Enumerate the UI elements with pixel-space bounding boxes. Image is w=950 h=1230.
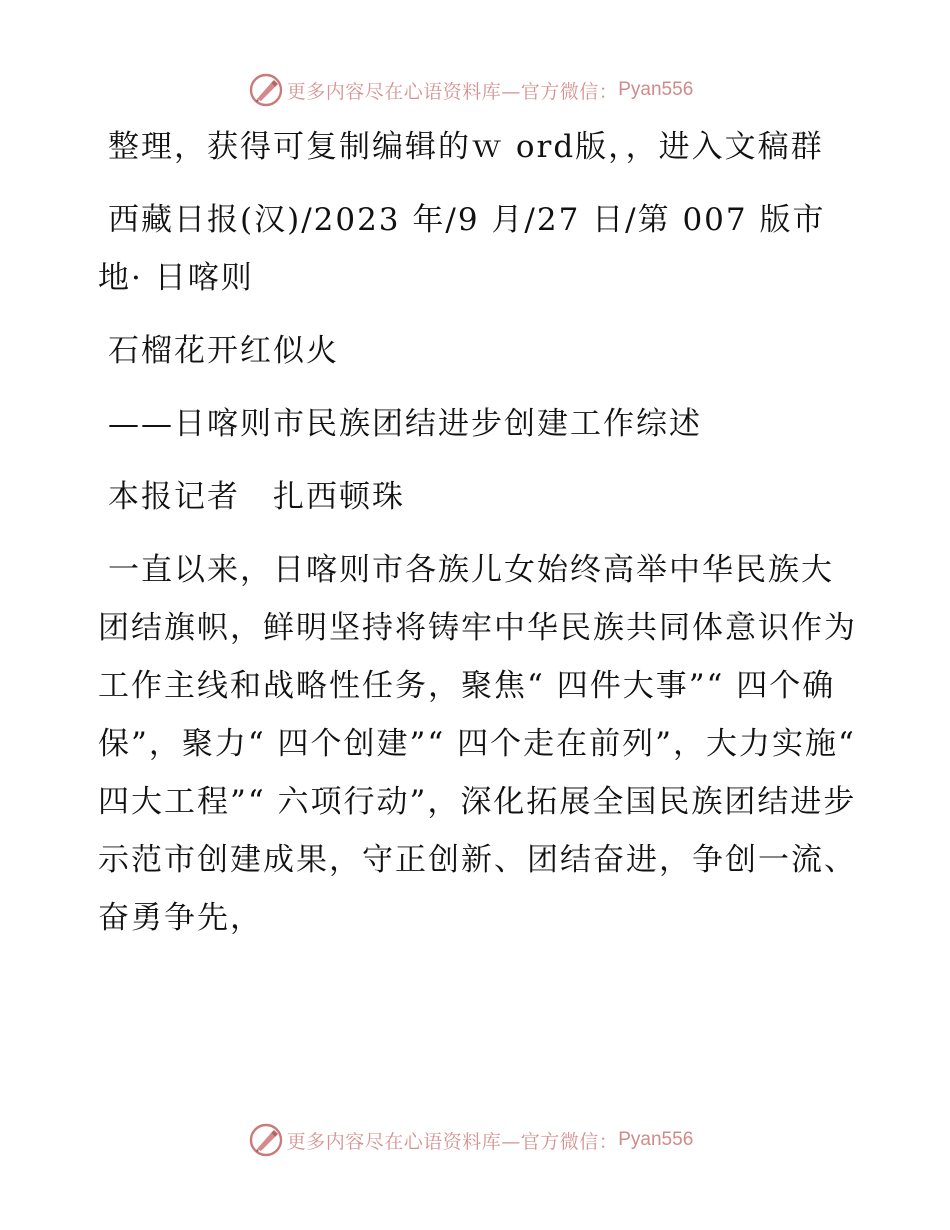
pen-logo-icon [249,73,283,107]
watermark-text: 更多内容尽在心语资料库—官方微信： [286,80,619,103]
watermark-text: 更多内容尽在心语资料库—官方微信： [286,1130,619,1153]
footer-watermark [0,1120,950,1160]
notice-paragraph: 整理，获得可复制编辑的ｗ ord版，，进入文稿群 [108,129,824,165]
document-body [98,118,858,947]
byline: 本报记者 扎西顿珠 [108,479,405,515]
header-watermark [0,70,950,110]
body-paragraph: 一直以来，日喀则市各族儿女始终高举中华民族大团结旗帜，鲜明坚持将铸牢中华民族共同体意识作为工作主线和战略性任务，聚焦“ 四件大事”“ 四个确保”，聚力“ 四个创建”“ 四个走在前列”，大力实施“ 四大工程”“ 六项行动”，深化拓展全国民族团结进步示范市创建成果，守正创新、团结奋进，争创一流、奋勇争先， [98,552,857,936]
article-subtitle: ——日喀则市民族团结进步创建工作综述 [108,406,702,442]
watermark-wechat-id: Pyan556 [618,79,694,100]
article-title: 石榴花开红似火 [108,333,339,369]
pen-logo-icon [249,1123,283,1157]
source-line: 西藏日报(汉)/2023 年/9 月/27 日/第 007 版市地· 日喀则 [98,202,826,296]
watermark-wechat-id: Pyan556 [618,1129,694,1150]
